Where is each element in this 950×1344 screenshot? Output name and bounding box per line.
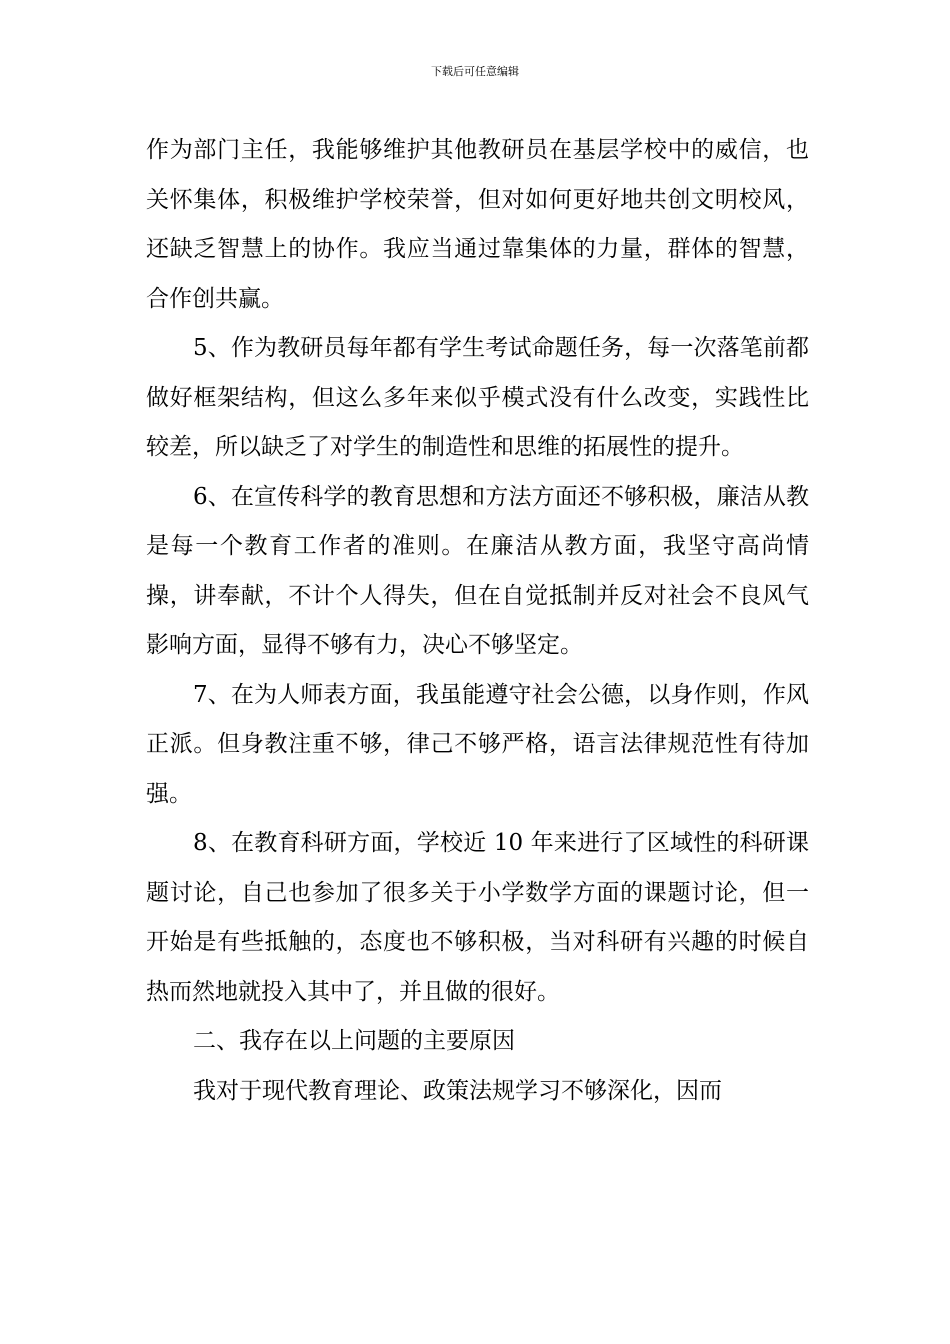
paragraph-item-5: 5、作为教研员每年都有学生考试命题任务，每一次落笔前都做好框架结构，但这么多年来似乎模式没有什么改变，实践性比较差，所以缺乏了对学生的制造性和思维的拓展性的提升。 bbox=[146, 335, 809, 460]
paragraph-item-6: 6、在宣传科学的教育思想和方法方面还不够积极，廉洁从教是每一个教育工作者的准则。在廉洁从教方面，我坚守高尚情操，讲奉献，不计个人得失，但在自觉抵制并反对社会不良风气影响方面，显得不够有力，决心不够坚定。 bbox=[146, 483, 809, 658]
paragraph-item-8: 8、在教育科研方面，学校近 10 年来进行了区域性的科研课题讨论，自己也参加了很多关于小学数学方面的课题讨论，但一开始是有些抵触的，态度也不够积极，当对科研有兴趣的时候自热而然地就投入其中了，并且做的很好。 bbox=[146, 830, 809, 1005]
paragraph-item-7: 7、在为人师表方面，我虽能遵守社会公德，以身作则，作风正派。但身教注重不够，律己不够严格，语言法律规范性有待加强。 bbox=[146, 681, 809, 807]
document-body bbox=[146, 126, 809, 1116]
page-header-note: 下载后可任意编辑 bbox=[431, 65, 519, 78]
paragraph-continuation: 作为部门主任，我能够维护其他教研员在基层学校中的威信，也关怀集体，积极维护学校荣誉，但对如何更好地共创文明校风，还缺乏智慧上的协作。我应当通过靠集体的力量，群体的智慧，合作创共赢。 bbox=[146, 137, 809, 312]
paragraph-reasons-start: 我对于现代教育理论、政策法规学习不够深化，因而 bbox=[193, 1077, 722, 1104]
section-heading: 二、我存在以上问题的主要原因 bbox=[193, 1028, 515, 1054]
